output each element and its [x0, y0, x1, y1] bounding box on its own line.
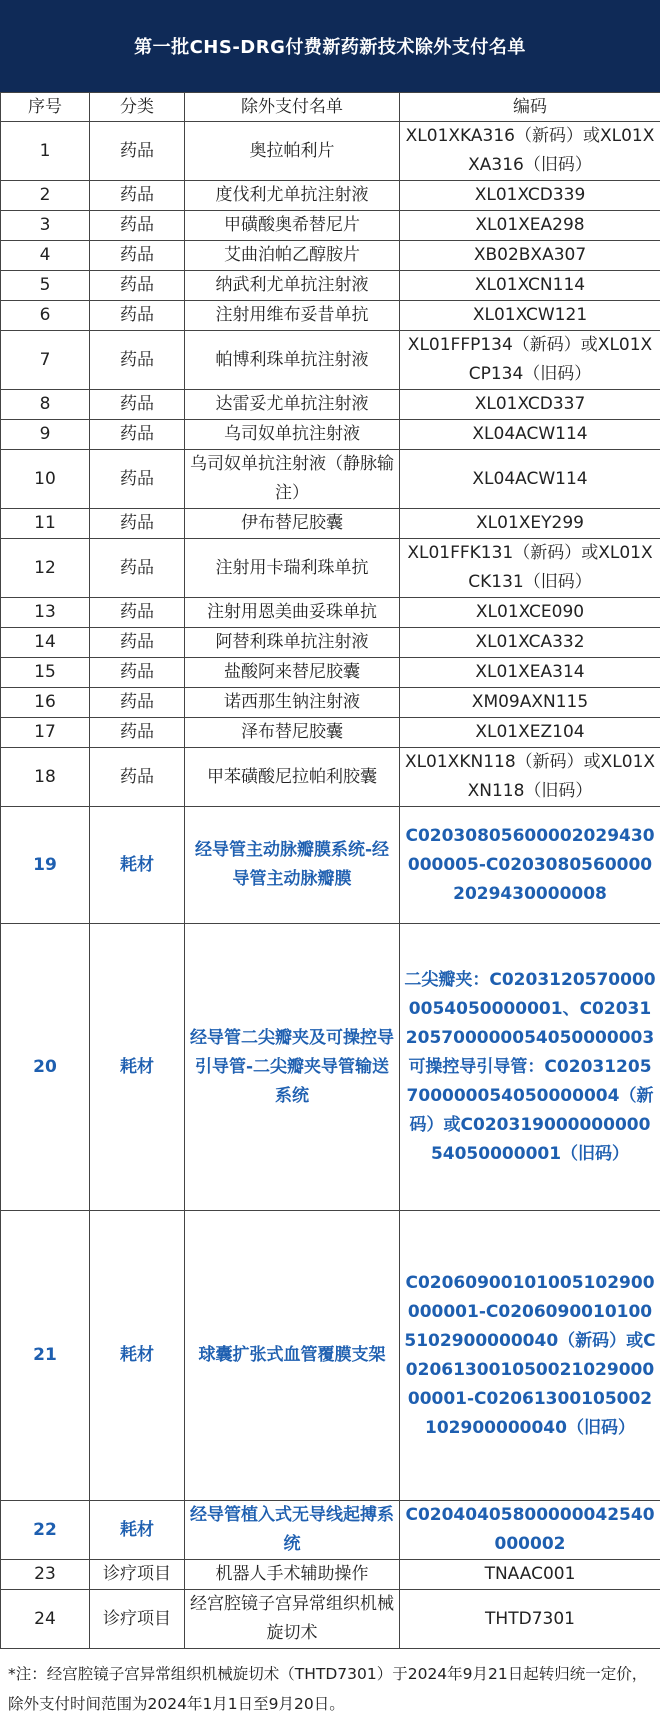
row-name: 经导管二尖瓣夹及可操控导引导管-二尖瓣夹导管输送系统 [185, 924, 400, 1211]
row-category: 药品 [90, 688, 185, 718]
table-row [1, 539, 660, 598]
row-category: 药品 [90, 598, 185, 628]
row-category: 药品 [90, 181, 185, 211]
row-category: 药品 [90, 420, 185, 450]
row-code: XL04ACW114 [400, 450, 660, 509]
row-name: 甲苯磺酸尼拉帕利胶囊 [185, 748, 400, 807]
row-category: 药品 [90, 211, 185, 241]
row-code: XL04ACW114 [400, 420, 660, 450]
row-category: 药品 [90, 301, 185, 331]
row-code: XL01XEZ104 [400, 718, 660, 748]
row-code: TNAAC001 [400, 1560, 660, 1590]
table-row [1, 271, 660, 301]
row-code: XL01XKA316（新码）或XL01XXA316（旧码） [400, 122, 660, 181]
row-name: 乌司奴单抗注射液 [185, 420, 400, 450]
table-row [1, 420, 660, 450]
row-code: C02030805600002029430000005-C02030805600002029430000008 [400, 807, 660, 924]
row-code: XL01XEY299 [400, 509, 660, 539]
table-row [1, 122, 660, 181]
row-name: 经宫腔镜子宫异常组织机械旋切术 [185, 1590, 400, 1649]
row-category: 耗材 [90, 807, 185, 924]
table-row [1, 1501, 660, 1560]
row-no: 7 [1, 331, 90, 390]
row-name: 帕博利珠单抗注射液 [185, 331, 400, 390]
row-no: 24 [1, 1590, 90, 1649]
table-row [1, 748, 660, 807]
table-row [1, 241, 660, 271]
table-row [1, 450, 660, 509]
row-name: 泽布替尼胶囊 [185, 718, 400, 748]
header-no: 序号 [1, 93, 90, 122]
table-row [1, 1560, 660, 1590]
row-name: 艾曲泊帕乙醇胺片 [185, 241, 400, 271]
row-category: 耗材 [90, 1211, 185, 1501]
row-code: XL01XCA332 [400, 628, 660, 658]
header-code: 编码 [400, 93, 660, 122]
footnote: *注：经宫腔镜子宫异常组织机械旋切术（THTD7301）于2024年9月21日起转归统一定价，除外支付时间范围为2024年1月1日至9月20日。 [8, 1665, 648, 1713]
row-category: 诊疗项目 [90, 1590, 185, 1649]
row-name: 注射用维布妥昔单抗 [185, 301, 400, 331]
row-code: XM09AXN115 [400, 688, 660, 718]
page-title: 第一批CHS-DRG付费新药新技术除外支付名单 [0, 0, 660, 92]
row-no: 5 [1, 271, 90, 301]
row-code: XL01FFP134（新码）或XL01XCP134（旧码） [400, 331, 660, 390]
row-code: 二尖瓣夹：C02031205700000054050000001、C02031205700000054050000003可操控导引导管：C02031205700000054050000004（新码）或C02031900000000054050000001（旧码） [400, 924, 660, 1211]
row-category: 药品 [90, 718, 185, 748]
row-code: XL01FFK131（新码）或XL01XCK131（旧码） [400, 539, 660, 598]
row-category: 药品 [90, 539, 185, 598]
row-code: XL01XCN114 [400, 271, 660, 301]
row-name: 盐酸阿来替尼胶囊 [185, 658, 400, 688]
row-name: 注射用恩美曲妥珠单抗 [185, 598, 400, 628]
table-row [1, 331, 660, 390]
row-no: 1 [1, 122, 90, 181]
row-category: 药品 [90, 390, 185, 420]
row-name: 甲磺酸奥希替尼片 [185, 211, 400, 241]
row-no: 4 [1, 241, 90, 271]
row-category: 诊疗项目 [90, 1560, 185, 1590]
table-row [1, 390, 660, 420]
table-row [1, 658, 660, 688]
row-category: 耗材 [90, 1501, 185, 1560]
row-code: THTD7301 [400, 1590, 660, 1649]
row-category: 药品 [90, 450, 185, 509]
row-name: 阿替利珠单抗注射液 [185, 628, 400, 658]
row-category: 药品 [90, 331, 185, 390]
row-code: XL01XCD337 [400, 390, 660, 420]
row-name: 注射用卡瑞利珠单抗 [185, 539, 400, 598]
row-no: 2 [1, 181, 90, 211]
header-name: 除外支付名单 [185, 93, 400, 122]
row-category: 药品 [90, 658, 185, 688]
table-row [1, 301, 660, 331]
row-no: 12 [1, 539, 90, 598]
table-row [1, 1211, 660, 1501]
row-name: 伊布替尼胶囊 [185, 509, 400, 539]
row-code: XL01XCW121 [400, 301, 660, 331]
header-category: 分类 [90, 93, 185, 122]
row-no: 3 [1, 211, 90, 241]
row-code: C02040405800000042540000002 [400, 1501, 660, 1560]
row-code: XL01XCE090 [400, 598, 660, 628]
row-no: 20 [1, 924, 90, 1211]
row-no: 10 [1, 450, 90, 509]
row-no: 13 [1, 598, 90, 628]
row-name: 机器人手术辅助操作 [185, 1560, 400, 1590]
row-no: 23 [1, 1560, 90, 1590]
row-name: 经导管主动脉瓣膜系统-经导管主动脉瓣膜 [185, 807, 400, 924]
row-category: 药品 [90, 628, 185, 658]
row-no: 9 [1, 420, 90, 450]
exclusion-table [0, 92, 660, 1649]
table-row [1, 718, 660, 748]
row-category: 药品 [90, 748, 185, 807]
row-no: 21 [1, 1211, 90, 1501]
row-no: 14 [1, 628, 90, 658]
row-name: 经导管植入式无导线起搏系统 [185, 1501, 400, 1560]
row-code: XL01XEA314 [400, 658, 660, 688]
row-no: 22 [1, 1501, 90, 1560]
table-header-row [1, 93, 660, 122]
row-name: 球囊扩张式血管覆膜支架 [185, 1211, 400, 1501]
row-no: 17 [1, 718, 90, 748]
table-row [1, 509, 660, 539]
table-row [1, 807, 660, 924]
table-row [1, 598, 660, 628]
row-no: 8 [1, 390, 90, 420]
row-category: 耗材 [90, 924, 185, 1211]
row-name: 达雷妥尤单抗注射液 [185, 390, 400, 420]
table-row [1, 628, 660, 658]
row-no: 19 [1, 807, 90, 924]
row-no: 6 [1, 301, 90, 331]
row-no: 11 [1, 509, 90, 539]
row-code: XL01XKN118（新码）或XL01XXN118（旧码） [400, 748, 660, 807]
row-category: 药品 [90, 122, 185, 181]
row-no: 15 [1, 658, 90, 688]
row-no: 16 [1, 688, 90, 718]
row-code: XL01XCD339 [400, 181, 660, 211]
row-category: 药品 [90, 241, 185, 271]
row-no: 18 [1, 748, 90, 807]
table-row [1, 924, 660, 1211]
row-name: 乌司奴单抗注射液（静脉输注） [185, 450, 400, 509]
row-name: 度伐利尤单抗注射液 [185, 181, 400, 211]
table-row [1, 181, 660, 211]
row-name: 奥拉帕利片 [185, 122, 400, 181]
table-row [1, 211, 660, 241]
row-category: 药品 [90, 271, 185, 301]
table-row [1, 1590, 660, 1649]
row-name: 纳武利尤单抗注射液 [185, 271, 400, 301]
row-code: C02060900101005102900000001-C02060900101005102900000040（新码）或C02061300105002102900000001-C02061300105002102900000040（旧码） [400, 1211, 660, 1501]
table-row [1, 688, 660, 718]
row-code: XL01XEA298 [400, 211, 660, 241]
row-code: XB02BXA307 [400, 241, 660, 271]
row-name: 诺西那生钠注射液 [185, 688, 400, 718]
row-category: 药品 [90, 509, 185, 539]
